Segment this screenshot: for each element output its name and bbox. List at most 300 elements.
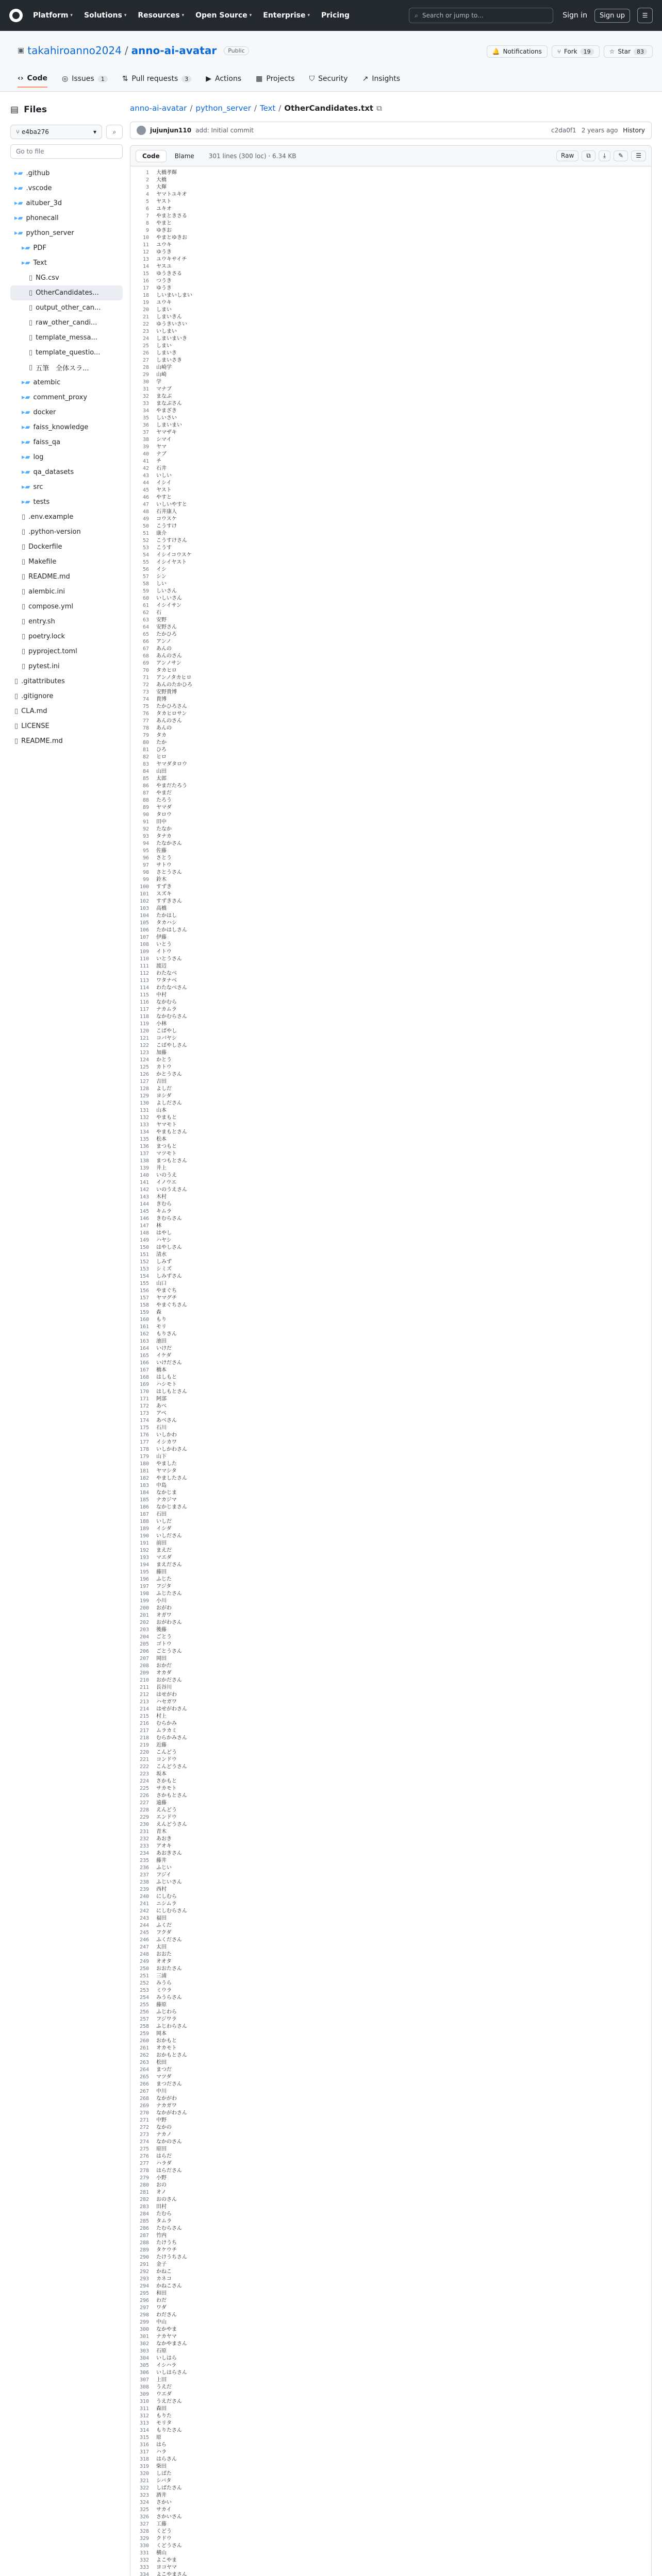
line-number[interactable]: 319 bbox=[139, 2464, 149, 2469]
tree-folder[interactable] bbox=[10, 450, 123, 465]
line-number[interactable]: 87 bbox=[142, 790, 149, 796]
line-number[interactable]: 209 bbox=[139, 1670, 149, 1676]
tree-file[interactable] bbox=[10, 644, 123, 659]
breadcrumb-folder[interactable]: python_server bbox=[195, 104, 251, 113]
line-number[interactable]: 279 bbox=[139, 2175, 149, 2181]
line-number[interactable]: 58 bbox=[142, 581, 149, 587]
line-number[interactable]: 51 bbox=[142, 531, 149, 536]
line-number[interactable]: 15 bbox=[142, 271, 149, 277]
line-number[interactable]: 257 bbox=[139, 2016, 149, 2022]
line-number[interactable]: 92 bbox=[142, 826, 149, 832]
line-number[interactable]: 35 bbox=[142, 415, 149, 421]
line-number[interactable]: 127 bbox=[139, 1079, 149, 1084]
line-number[interactable]: 131 bbox=[139, 1108, 149, 1113]
line-number[interactable]: 255 bbox=[139, 2002, 149, 2008]
line-number[interactable]: 24 bbox=[142, 336, 149, 342]
commit-message[interactable]: add: Initial commit bbox=[195, 127, 254, 134]
line-number[interactable]: 119 bbox=[139, 1021, 149, 1027]
line-number[interactable]: 171 bbox=[139, 1396, 149, 1402]
line-number[interactable]: 301 bbox=[139, 2334, 149, 2340]
line-number[interactable]: 158 bbox=[139, 1302, 149, 1308]
sign-in-link[interactable]: Sign in bbox=[562, 11, 588, 20]
line-number[interactable]: 56 bbox=[142, 567, 149, 572]
line-number[interactable]: 172 bbox=[139, 1403, 149, 1409]
tree-folder[interactable] bbox=[10, 256, 123, 270]
line-number[interactable]: 287 bbox=[139, 2233, 149, 2239]
line-number[interactable]: 48 bbox=[142, 509, 149, 515]
tree-file[interactable] bbox=[10, 554, 123, 569]
copy-icon[interactable]: ⧉ bbox=[376, 104, 382, 113]
line-number[interactable]: 1 bbox=[145, 170, 149, 176]
line-number[interactable]: 46 bbox=[142, 495, 149, 500]
tree-file[interactable] bbox=[10, 524, 123, 539]
line-number[interactable]: 39 bbox=[142, 444, 149, 450]
nav-platform[interactable]: Platform ▾ bbox=[33, 11, 73, 20]
tab-insights[interactable]: ↗ Insights bbox=[362, 75, 401, 83]
line-number[interactable]: 72 bbox=[142, 682, 149, 688]
line-number[interactable]: 220 bbox=[139, 1750, 149, 1755]
line-number[interactable]: 166 bbox=[139, 1360, 149, 1366]
line-number[interactable]: 309 bbox=[139, 2392, 149, 2397]
line-number[interactable]: 223 bbox=[139, 1771, 149, 1777]
line-number[interactable]: 256 bbox=[139, 2009, 149, 2015]
line-number[interactable]: 250 bbox=[139, 1966, 149, 1972]
line-number[interactable]: 225 bbox=[139, 1786, 149, 1791]
line-number[interactable]: 41 bbox=[142, 459, 149, 464]
line-number[interactable]: 272 bbox=[139, 2125, 149, 2130]
line-number[interactable]: 55 bbox=[142, 560, 149, 565]
line-number[interactable]: 326 bbox=[139, 2514, 149, 2520]
tree-file[interactable] bbox=[10, 285, 123, 300]
line-number[interactable]: 175 bbox=[139, 1425, 149, 1431]
line-number[interactable]: 124 bbox=[139, 1057, 149, 1063]
line-number[interactable]: 140 bbox=[139, 1173, 149, 1178]
line-number[interactable]: 191 bbox=[139, 1540, 149, 1546]
line-number[interactable]: 49 bbox=[142, 516, 149, 522]
line-number[interactable]: 247 bbox=[139, 1944, 149, 1950]
line-number[interactable]: 217 bbox=[139, 1728, 149, 1734]
line-number[interactable]: 114 bbox=[139, 985, 149, 991]
line-number[interactable]: 296 bbox=[139, 2298, 149, 2303]
line-number[interactable]: 188 bbox=[139, 1519, 149, 1524]
tree-folder[interactable] bbox=[10, 241, 123, 256]
line-number[interactable]: 204 bbox=[139, 1634, 149, 1640]
tree-file[interactable] bbox=[10, 659, 123, 674]
line-number[interactable]: 259 bbox=[139, 2031, 149, 2037]
line-number[interactable]: 207 bbox=[139, 1656, 149, 1662]
tree-file[interactable] bbox=[10, 614, 123, 629]
line-number[interactable]: 103 bbox=[139, 906, 149, 911]
line-number[interactable]: 29 bbox=[142, 372, 149, 378]
line-number[interactable]: 262 bbox=[139, 2053, 149, 2058]
line-number[interactable]: 323 bbox=[139, 2493, 149, 2498]
line-number[interactable]: 93 bbox=[142, 834, 149, 839]
line-number[interactable]: 25 bbox=[142, 343, 149, 349]
line-number[interactable]: 185 bbox=[139, 1497, 149, 1503]
nav-solutions[interactable]: Solutions ▾ bbox=[84, 11, 127, 20]
line-number[interactable]: 194 bbox=[139, 1562, 149, 1568]
line-number[interactable]: 136 bbox=[139, 1144, 149, 1149]
line-number[interactable]: 237 bbox=[139, 1872, 149, 1878]
line-number[interactable]: 34 bbox=[142, 408, 149, 414]
tree-folder[interactable] bbox=[10, 465, 123, 480]
line-number[interactable]: 218 bbox=[139, 1735, 149, 1741]
line-number[interactable]: 268 bbox=[139, 2096, 149, 2102]
line-number[interactable]: 116 bbox=[139, 999, 149, 1005]
line-number[interactable]: 327 bbox=[139, 2521, 149, 2527]
line-number[interactable]: 118 bbox=[139, 1014, 149, 1020]
line-number[interactable]: 95 bbox=[142, 848, 149, 854]
code-view-button[interactable]: Code bbox=[136, 150, 167, 162]
line-number[interactable]: 135 bbox=[139, 1137, 149, 1142]
line-number[interactable]: 63 bbox=[142, 617, 149, 623]
line-number[interactable]: 195 bbox=[139, 1569, 149, 1575]
sign-up-button[interactable]: Sign up bbox=[594, 9, 630, 23]
avatar[interactable] bbox=[137, 126, 146, 135]
line-number[interactable]: 181 bbox=[139, 1468, 149, 1474]
line-number[interactable]: 261 bbox=[139, 2045, 149, 2051]
tab-issues[interactable]: ◎ Issues 1 bbox=[62, 74, 108, 88]
line-number[interactable]: 280 bbox=[139, 2182, 149, 2188]
line-number[interactable]: 278 bbox=[139, 2168, 149, 2174]
line-number[interactable]: 146 bbox=[139, 1216, 149, 1222]
line-number[interactable]: 289 bbox=[139, 2247, 149, 2253]
line-number[interactable]: 333 bbox=[139, 2565, 149, 2570]
line-number[interactable]: 12 bbox=[142, 249, 149, 255]
tab-pull-requests[interactable]: ⇅ Pull requests 3 bbox=[122, 74, 192, 88]
line-number[interactable]: 152 bbox=[139, 1259, 149, 1265]
edit-icon[interactable]: ✎ bbox=[614, 150, 628, 161]
line-number[interactable]: 3 bbox=[145, 184, 149, 190]
line-number[interactable]: 4 bbox=[145, 192, 149, 197]
line-number[interactable]: 322 bbox=[139, 2485, 149, 2491]
line-number[interactable]: 212 bbox=[139, 1692, 149, 1698]
line-number[interactable]: 241 bbox=[139, 1901, 149, 1907]
tree-file[interactable] bbox=[10, 629, 123, 644]
line-number[interactable]: 138 bbox=[139, 1158, 149, 1164]
blame-view-button[interactable]: Blame bbox=[174, 152, 194, 160]
tree-folder[interactable] bbox=[10, 405, 123, 420]
line-number[interactable]: 235 bbox=[139, 1858, 149, 1863]
line-number[interactable]: 18 bbox=[142, 293, 149, 298]
line-number[interactable]: 125 bbox=[139, 1064, 149, 1070]
tree-file[interactable] bbox=[10, 345, 123, 360]
line-number[interactable]: 17 bbox=[142, 285, 149, 291]
line-number[interactable]: 244 bbox=[139, 1923, 149, 1928]
line-number[interactable]: 252 bbox=[139, 1980, 149, 1986]
line-number[interactable]: 66 bbox=[142, 639, 149, 645]
line-number[interactable]: 187 bbox=[139, 1512, 149, 1517]
line-number[interactable]: 122 bbox=[139, 1043, 149, 1048]
nav-pricing[interactable]: Pricing bbox=[321, 11, 350, 20]
line-number[interactable]: 149 bbox=[139, 1238, 149, 1243]
line-number[interactable]: 20 bbox=[142, 307, 149, 313]
line-number[interactable]: 282 bbox=[139, 2197, 149, 2202]
line-number[interactable]: 254 bbox=[139, 1995, 149, 2001]
line-number[interactable]: 160 bbox=[139, 1317, 149, 1323]
download-icon[interactable]: ⤓ bbox=[599, 150, 610, 161]
line-number[interactable]: 85 bbox=[142, 776, 149, 782]
line-number[interactable]: 74 bbox=[142, 697, 149, 702]
line-number[interactable]: 44 bbox=[142, 480, 149, 486]
line-number[interactable]: 54 bbox=[142, 552, 149, 558]
line-number[interactable]: 317 bbox=[139, 2449, 149, 2455]
line-number[interactable]: 22 bbox=[142, 321, 149, 327]
line-number[interactable]: 239 bbox=[139, 1887, 149, 1892]
line-number[interactable]: 297 bbox=[139, 2305, 149, 2311]
line-number[interactable]: 147 bbox=[139, 1223, 149, 1229]
line-number[interactable]: 318 bbox=[139, 2456, 149, 2462]
line-number[interactable]: 232 bbox=[139, 1836, 149, 1842]
line-number[interactable]: 62 bbox=[142, 610, 149, 616]
tree-file[interactable] bbox=[10, 719, 123, 734]
line-number[interactable]: 295 bbox=[139, 2291, 149, 2296]
line-number[interactable]: 42 bbox=[142, 466, 149, 471]
line-number[interactable]: 100 bbox=[139, 884, 149, 890]
line-number[interactable]: 180 bbox=[139, 1461, 149, 1467]
line-number[interactable]: 90 bbox=[142, 812, 149, 818]
line-number[interactable]: 154 bbox=[139, 1274, 149, 1279]
line-number[interactable]: 249 bbox=[139, 1959, 149, 1964]
notifications-button[interactable]: 🔔 Notifications bbox=[487, 45, 548, 58]
line-number[interactable]: 213 bbox=[139, 1699, 149, 1705]
line-number[interactable]: 248 bbox=[139, 1952, 149, 1957]
tree-file[interactable] bbox=[10, 270, 123, 285]
line-number[interactable]: 236 bbox=[139, 1865, 149, 1871]
line-number[interactable]: 38 bbox=[142, 437, 149, 443]
line-number[interactable]: 151 bbox=[139, 1252, 149, 1258]
line-number[interactable]: 227 bbox=[139, 1800, 149, 1806]
tree-file[interactable] bbox=[10, 510, 123, 524]
line-number[interactable]: 26 bbox=[142, 350, 149, 356]
line-number[interactable]: 243 bbox=[139, 1916, 149, 1921]
line-number[interactable]: 202 bbox=[139, 1620, 149, 1625]
line-number[interactable]: 177 bbox=[139, 1439, 149, 1445]
line-number[interactable]: 19 bbox=[142, 300, 149, 306]
line-number[interactable]: 242 bbox=[139, 1908, 149, 1914]
github-logo-icon[interactable] bbox=[9, 9, 23, 22]
line-number[interactable]: 120 bbox=[139, 1028, 149, 1034]
tree-file[interactable] bbox=[10, 689, 123, 704]
tree-folder[interactable] bbox=[10, 211, 123, 226]
menu-icon[interactable]: ☰ bbox=[637, 8, 653, 23]
line-number[interactable]: 288 bbox=[139, 2240, 149, 2246]
line-number[interactable]: 23 bbox=[142, 329, 149, 334]
line-number[interactable]: 224 bbox=[139, 1778, 149, 1784]
line-number[interactable]: 265 bbox=[139, 2074, 149, 2080]
tab-projects[interactable]: ▦ Projects bbox=[256, 75, 295, 83]
line-number[interactable]: 145 bbox=[139, 1209, 149, 1214]
tree-file[interactable] bbox=[10, 315, 123, 330]
line-number[interactable]: 230 bbox=[139, 1822, 149, 1827]
line-number[interactable]: 332 bbox=[139, 2557, 149, 2563]
line-number[interactable]: 307 bbox=[139, 2377, 149, 2383]
fork-button[interactable]: ⑂ Fork 19 bbox=[552, 45, 600, 58]
line-number[interactable]: 210 bbox=[139, 1677, 149, 1683]
line-number[interactable]: 306 bbox=[139, 2370, 149, 2376]
line-number[interactable]: 67 bbox=[142, 646, 149, 652]
line-number[interactable]: 253 bbox=[139, 1988, 149, 1993]
line-number[interactable]: 133 bbox=[139, 1122, 149, 1128]
line-number[interactable]: 184 bbox=[139, 1490, 149, 1496]
line-number[interactable]: 27 bbox=[142, 358, 149, 363]
line-number[interactable]: 267 bbox=[139, 2089, 149, 2094]
line-number[interactable]: 7 bbox=[145, 213, 149, 219]
line-number[interactable]: 79 bbox=[142, 733, 149, 738]
line-number[interactable]: 182 bbox=[139, 1476, 149, 1481]
line-number[interactable]: 238 bbox=[139, 1879, 149, 1885]
line-number[interactable]: 284 bbox=[139, 2211, 149, 2217]
line-number[interactable]: 142 bbox=[139, 1187, 149, 1193]
line-number[interactable]: 310 bbox=[139, 2399, 149, 2404]
line-number[interactable]: 115 bbox=[139, 992, 149, 998]
line-number[interactable]: 105 bbox=[139, 920, 149, 926]
tree-folder[interactable] bbox=[10, 196, 123, 211]
line-number[interactable]: 245 bbox=[139, 1930, 149, 1936]
line-number[interactable]: 283 bbox=[139, 2204, 149, 2210]
line-number[interactable]: 102 bbox=[139, 899, 149, 904]
tree-file[interactable] bbox=[10, 330, 123, 345]
line-number[interactable]: 303 bbox=[139, 2348, 149, 2354]
tree-folder[interactable] bbox=[10, 226, 123, 241]
line-number[interactable]: 43 bbox=[142, 473, 149, 479]
line-number[interactable]: 96 bbox=[142, 855, 149, 861]
line-number[interactable]: 168 bbox=[139, 1375, 149, 1380]
line-number[interactable]: 107 bbox=[139, 935, 149, 940]
line-number[interactable]: 298 bbox=[139, 2312, 149, 2318]
go-to-file-input[interactable]: Go to file bbox=[10, 144, 123, 159]
line-number[interactable]: 233 bbox=[139, 1843, 149, 1849]
history-button[interactable]: History bbox=[623, 127, 645, 134]
tab-code[interactable]: ‹› Code bbox=[18, 74, 47, 88]
line-number[interactable]: 196 bbox=[139, 1577, 149, 1582]
line-number[interactable]: 70 bbox=[142, 668, 149, 673]
line-number[interactable]: 304 bbox=[139, 2355, 149, 2361]
nav-resources[interactable]: Resources ▾ bbox=[138, 11, 185, 20]
line-number[interactable]: 274 bbox=[139, 2139, 149, 2145]
line-number[interactable]: 293 bbox=[139, 2276, 149, 2282]
line-number[interactable]: 308 bbox=[139, 2384, 149, 2390]
line-number[interactable]: 165 bbox=[139, 1353, 149, 1359]
line-number[interactable]: 260 bbox=[139, 2038, 149, 2044]
nav-open-source[interactable]: Open Source ▾ bbox=[195, 11, 252, 20]
line-number[interactable]: 219 bbox=[139, 1742, 149, 1748]
line-number[interactable]: 143 bbox=[139, 1194, 149, 1200]
tree-file[interactable] bbox=[10, 569, 123, 584]
line-number[interactable]: 157 bbox=[139, 1295, 149, 1301]
line-number[interactable]: 276 bbox=[139, 2154, 149, 2159]
line-number[interactable]: 169 bbox=[139, 1382, 149, 1387]
copy-icon[interactable]: ⧉ bbox=[582, 150, 595, 161]
line-number[interactable]: 328 bbox=[139, 2529, 149, 2534]
line-number[interactable]: 64 bbox=[142, 624, 149, 630]
line-number[interactable]: 221 bbox=[139, 1757, 149, 1762]
line-number[interactable]: 311 bbox=[139, 2406, 149, 2412]
line-number[interactable]: 156 bbox=[139, 1288, 149, 1294]
tree-file[interactable] bbox=[10, 734, 123, 749]
nav-enterprise[interactable]: Enterprise ▾ bbox=[263, 11, 310, 20]
line-number[interactable]: 251 bbox=[139, 1973, 149, 1979]
line-number[interactable]: 110 bbox=[139, 956, 149, 962]
line-number[interactable]: 186 bbox=[139, 1504, 149, 1510]
line-number[interactable]: 75 bbox=[142, 704, 149, 709]
line-number[interactable]: 73 bbox=[142, 689, 149, 695]
line-number[interactable]: 285 bbox=[139, 2218, 149, 2224]
line-number[interactable]: 77 bbox=[142, 718, 149, 724]
tree-folder[interactable] bbox=[10, 495, 123, 510]
line-number[interactable]: 52 bbox=[142, 538, 149, 544]
line-number[interactable]: 266 bbox=[139, 2081, 149, 2087]
line-number[interactable]: 302 bbox=[139, 2341, 149, 2347]
line-number[interactable]: 50 bbox=[142, 523, 149, 529]
tab-actions[interactable]: ▶ Actions bbox=[206, 75, 242, 83]
line-number[interactable]: 106 bbox=[139, 927, 149, 933]
line-number[interactable]: 76 bbox=[142, 711, 149, 717]
line-number[interactable]: 290 bbox=[139, 2255, 149, 2260]
search-input[interactable]: ⌕ Search or jump to... bbox=[409, 8, 553, 23]
line-number[interactable]: 112 bbox=[139, 971, 149, 976]
line-number[interactable]: 264 bbox=[139, 2067, 149, 2073]
line-number[interactable]: 83 bbox=[142, 761, 149, 767]
line-number[interactable]: 155 bbox=[139, 1281, 149, 1286]
line-number[interactable]: 59 bbox=[142, 588, 149, 594]
line-number[interactable]: 60 bbox=[142, 596, 149, 601]
line-number[interactable]: 53 bbox=[142, 545, 149, 551]
line-number[interactable]: 170 bbox=[139, 1389, 149, 1395]
line-number[interactable]: 269 bbox=[139, 2103, 149, 2109]
line-number[interactable]: 8 bbox=[145, 221, 149, 226]
tree-file[interactable] bbox=[10, 360, 123, 375]
line-number[interactable]: 315 bbox=[139, 2435, 149, 2441]
line-number[interactable]: 153 bbox=[139, 1266, 149, 1272]
line-number[interactable]: 331 bbox=[139, 2550, 149, 2556]
star-button[interactable]: ☆ Star 83 bbox=[604, 45, 653, 58]
commit-author[interactable]: jujunjun110 bbox=[150, 127, 192, 134]
line-number[interactable]: 33 bbox=[142, 401, 149, 406]
line-number[interactable]: 313 bbox=[139, 2420, 149, 2426]
tree-file[interactable] bbox=[10, 300, 123, 315]
line-number[interactable]: 28 bbox=[142, 365, 149, 370]
line-number[interactable]: 11 bbox=[142, 242, 149, 248]
tree-file[interactable] bbox=[10, 539, 123, 554]
line-number[interactable]: 130 bbox=[139, 1100, 149, 1106]
line-number[interactable]: 305 bbox=[139, 2363, 149, 2368]
repo-name-link[interactable]: anno-ai-avatar bbox=[131, 44, 217, 57]
line-number[interactable]: 37 bbox=[142, 430, 149, 435]
line-number[interactable]: 216 bbox=[139, 1721, 149, 1726]
line-number[interactable]: 30 bbox=[142, 379, 149, 385]
line-number[interactable]: 57 bbox=[142, 574, 149, 580]
line-number[interactable]: 174 bbox=[139, 1418, 149, 1423]
line-number[interactable]: 5 bbox=[145, 199, 149, 205]
line-number[interactable]: 275 bbox=[139, 2146, 149, 2152]
line-number[interactable]: 98 bbox=[142, 870, 149, 875]
line-number[interactable]: 320 bbox=[139, 2471, 149, 2477]
line-number[interactable]: 137 bbox=[139, 1151, 149, 1157]
line-number[interactable]: 31 bbox=[142, 386, 149, 392]
line-number[interactable]: 21 bbox=[142, 314, 149, 320]
line-number[interactable]: 197 bbox=[139, 1584, 149, 1589]
tree-folder[interactable] bbox=[10, 480, 123, 495]
line-number[interactable]: 78 bbox=[142, 725, 149, 731]
line-number[interactable]: 9 bbox=[145, 228, 149, 233]
line-number[interactable]: 104 bbox=[139, 913, 149, 919]
line-number[interactable]: 139 bbox=[139, 1165, 149, 1171]
line-number[interactable]: 240 bbox=[139, 1894, 149, 1900]
line-number[interactable]: 324 bbox=[139, 2500, 149, 2505]
line-number[interactable]: 86 bbox=[142, 783, 149, 789]
line-number[interactable]: 270 bbox=[139, 2110, 149, 2116]
